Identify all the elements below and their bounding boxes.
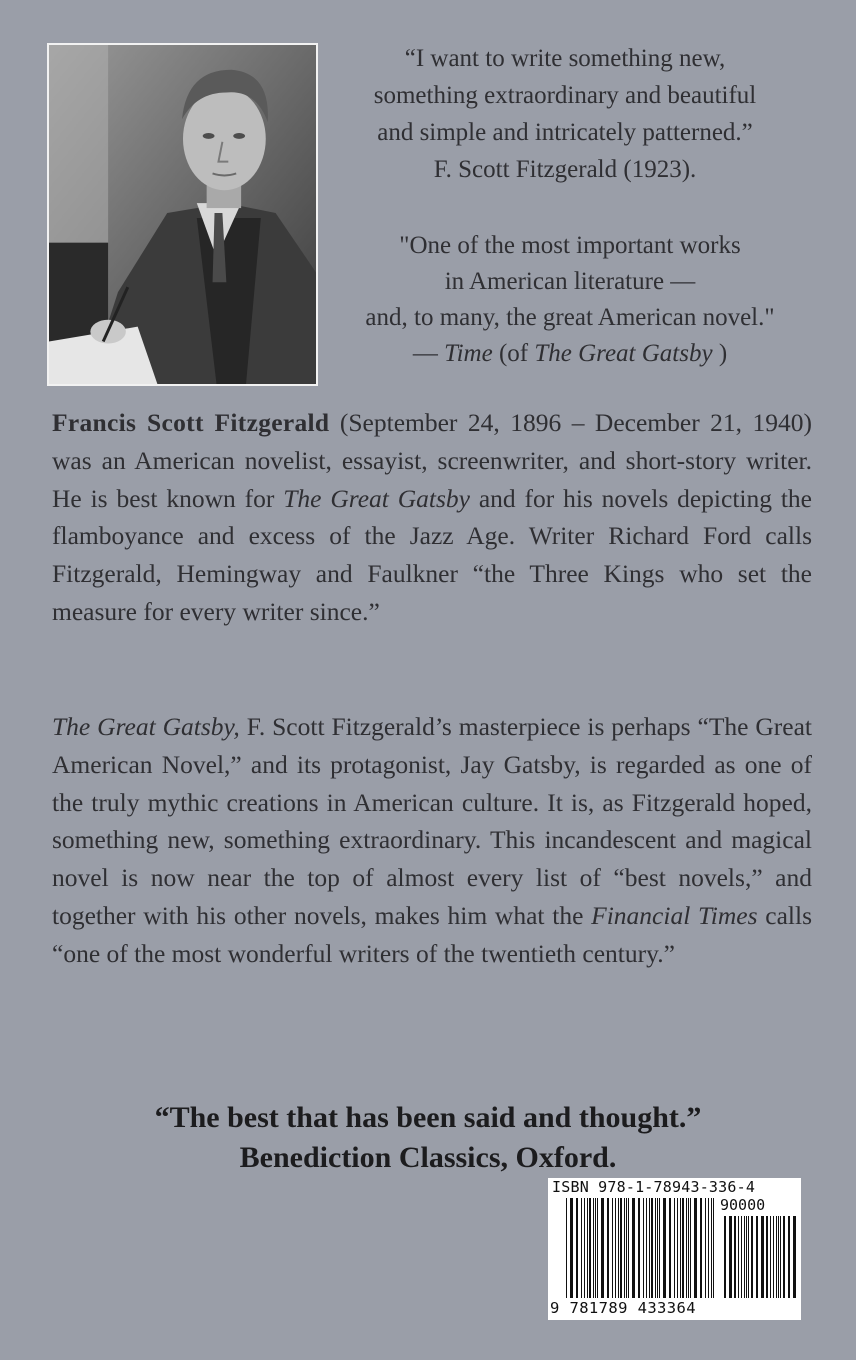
fitzgerald-quote-line: “I want to write something new, [404,45,726,72]
barcode-bar [618,1198,619,1298]
barcode-bar [659,1198,660,1298]
barcode-bar [746,1216,747,1298]
time-quote-line: and, to many, the great American novel." [365,304,775,331]
barcode-bar [773,1216,774,1298]
publisher-tagline [0,1098,856,1178]
barcode-bar [713,1198,714,1298]
barcode-bar [756,1216,758,1298]
author-photo [47,43,318,386]
barcode-bar [581,1198,582,1298]
barcode-bar [589,1198,591,1298]
barcode-bar [788,1216,790,1298]
barcode-bar [738,1216,739,1298]
barcode-bar [643,1198,644,1298]
barcode-bar [624,1198,625,1298]
bio-text: (September 24, 1896 – December 21, 1940) was an American novelist, essayist, screenwriter, and short-story writer. He is best known for [52,408,812,513]
barcode-bar [705,1198,706,1298]
barcode-bar [597,1198,598,1298]
barcode-bar [682,1198,684,1298]
barcode-bar [663,1198,666,1298]
barcode-bar [607,1198,609,1298]
tagline-quote: “The best that has been said and thought.” [154,1101,702,1134]
barcode-bar [584,1198,585,1298]
publisher-name: Benediction Classics, Oxford. [239,1141,617,1174]
attribution-paren-open: (of [492,340,535,367]
barcode-bar [748,1216,749,1298]
bio-text: and for his novels depicting the flamboyance and excess of the Jazz Age. Writer Richard Ford calls Fitzgerald, Hemingway and Faulkner “the Three Kings who set the measure for every writer since.” [52,483,812,626]
barcode-bar [620,1198,622,1298]
barcode-bar [741,1216,742,1298]
barcode-bar [751,1216,753,1298]
barcode-bar [601,1198,604,1298]
barcode-bar [612,1198,613,1298]
barcode-bar [690,1198,691,1298]
barcode-bar [780,1216,781,1298]
time-quote-attribution [310,336,830,372]
barcode-bar [593,1198,594,1298]
barcode-bar [566,1198,567,1298]
blurb-publication: Financial Times [591,900,758,930]
fitzgerald-quote [330,40,800,188]
barcode-bar [680,1198,681,1298]
barcode-bar [576,1198,578,1298]
barcode-bar [657,1198,658,1298]
barcode-bar [744,1216,745,1298]
barcode-bar [655,1198,656,1298]
barcode-bar [700,1198,702,1298]
barcode-bar [793,1216,796,1298]
barcode-bar [626,1198,627,1298]
attribution-dash: — [412,340,445,367]
barcode-bar [766,1216,768,1298]
barcode-bar [674,1198,675,1298]
barcode-bar [688,1198,689,1298]
barcode-bar [615,1198,616,1298]
attribution-source: Time [444,340,493,367]
author-name: Francis Scott Fitzgerald [52,408,330,437]
time-quote-line: "One of the most important works [399,232,741,259]
author-bio [52,404,812,631]
isbn-label: ISBN 978-1-78943-336-4 [552,1178,756,1196]
barcode-bar [651,1198,653,1298]
barcode-bar [587,1198,588,1298]
barcode-bar [729,1216,732,1298]
barcode-digits: 9 781789 433364 [550,1299,696,1317]
blurb-text: calls “one of the most wonderful writers of the twentieth century.” [52,900,812,968]
fitzgerald-quote-line: and simple and intricately patterned.” [377,119,753,146]
barcode-bar [686,1198,687,1298]
blurb-text: F. Scott Fitzgerald’s masterpiece is perhaps “The Great American Novel,” and its protagonist, Jay Gatsby, is regarded as one of the truly mythic creations in American culture. It is, as Fitzgerald hoped, something new, something extraordinary. This incandescent and magical novel is now near the top of almost every list of “best novels,” and together with his other novels, makes him what the [52,712,812,930]
barcode-bar [646,1198,647,1298]
barcode-bar [570,1198,573,1298]
price-addon-code: 90000 [720,1196,766,1214]
barcode-bar [761,1216,764,1298]
time-quote [310,228,830,372]
blurb-book-title: The Great Gatsby, [52,712,240,741]
barcode-bar [595,1198,596,1298]
time-quote-line: in American literature — [444,268,696,295]
fitzgerald-quote-line: something extraordinary and beautiful [373,82,757,109]
barcode-bar [783,1216,785,1298]
barcode-bar [669,1198,671,1298]
attribution-work: The Great Gatsby [534,340,713,367]
barcode-bar [724,1216,726,1298]
barcode-bar [649,1198,650,1298]
bio-book-title: The Great Gatsby [283,483,470,513]
barcode-bar [770,1216,771,1298]
barcode-bar [734,1216,736,1298]
barcode-bar [638,1198,640,1298]
barcode-bar [628,1198,629,1298]
barcode-bar [677,1198,678,1298]
author-portrait-image [49,45,316,384]
barcode-bar [708,1198,709,1298]
barcode-bar [694,1198,697,1298]
barcode-bar [632,1198,635,1298]
barcode-bar [711,1198,712,1298]
barcode-bar [778,1216,779,1298]
barcode-bar [776,1216,777,1298]
isbn-barcode [548,1178,801,1320]
attribution-paren-close: ) [712,340,728,367]
book-blurb [52,708,812,973]
fitzgerald-quote-attribution: F. Scott Fitzgerald (1923). [433,156,697,183]
